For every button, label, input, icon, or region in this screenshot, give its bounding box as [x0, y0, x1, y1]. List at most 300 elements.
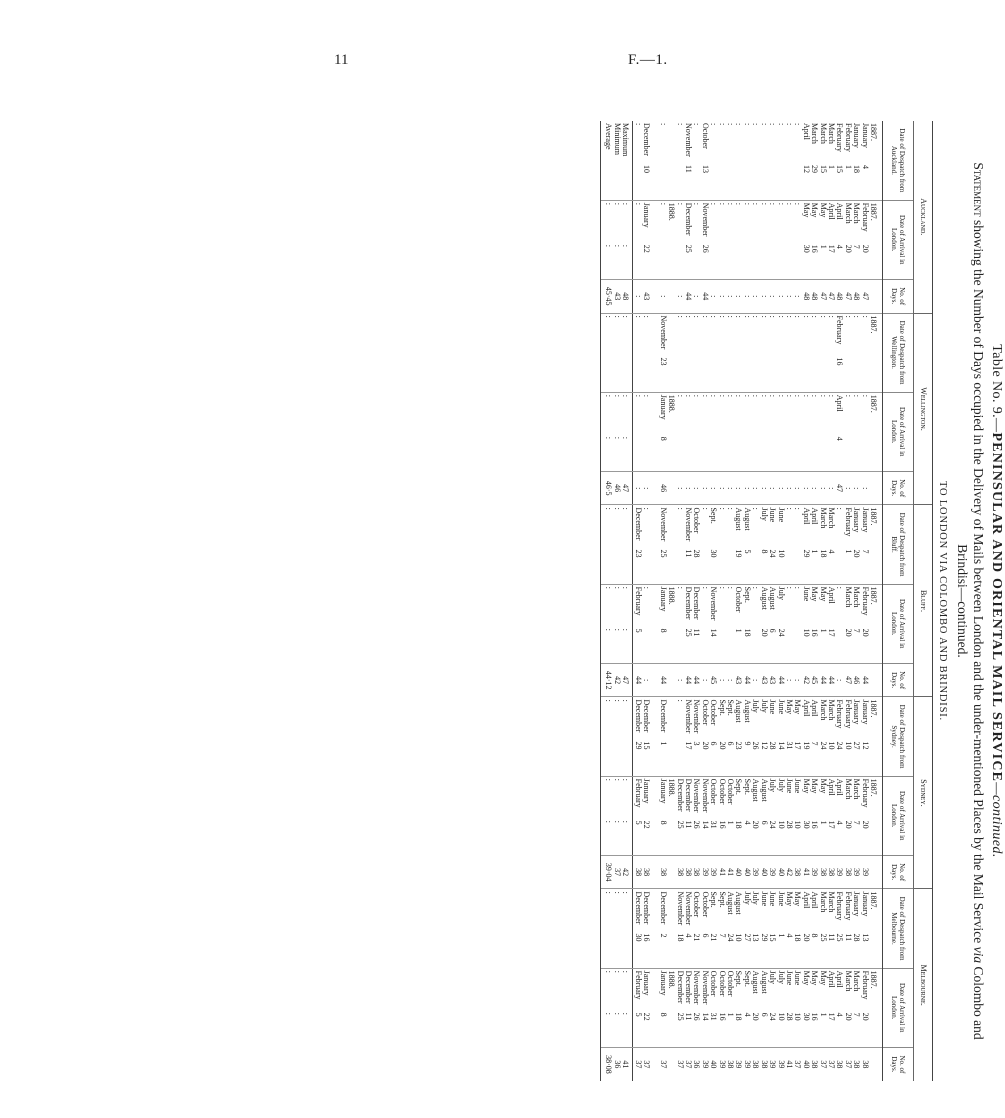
statement-lead: Statement [971, 162, 986, 217]
despatch-date-cell [667, 313, 675, 392]
despatch-date-cell [675, 505, 683, 584]
arrival-date-cell [650, 392, 658, 471]
days-cell: : [785, 279, 793, 313]
days-cell: : [675, 279, 683, 313]
arrival-date-cell [818, 776, 826, 855]
month-text: : [784, 123, 794, 126]
month-text: 1887. [869, 202, 878, 221]
days-cell: : [751, 279, 759, 313]
month-text: : [751, 586, 761, 589]
arrival-date-cell [751, 776, 759, 855]
month-text: March [826, 507, 836, 529]
despatch-date-cell [776, 121, 784, 200]
arrival-date-cell [785, 584, 793, 663]
month-text: : [801, 315, 811, 318]
month-text: August [726, 891, 736, 915]
day-text: 5 [633, 820, 643, 825]
arrival-date-cell [818, 584, 826, 663]
arrival-date-cell [650, 200, 658, 279]
month-text: December [658, 699, 668, 733]
despatch-date-cell [785, 889, 793, 968]
arrival-date-cell [650, 776, 658, 855]
day-text: 12 [860, 741, 870, 750]
month-text: : [768, 315, 778, 318]
despatch-date-cell [810, 889, 818, 968]
arrival-date-cell [650, 968, 658, 1047]
days-cell: 44 [692, 663, 700, 697]
arrival-date-cell [667, 200, 675, 279]
day-text: 8 [658, 820, 668, 825]
arrival-date-cell [869, 776, 883, 855]
month-text: Sept. [726, 699, 736, 716]
month-text: Sept. [709, 891, 719, 908]
arrival-date-cell [726, 584, 734, 663]
day-text: 7 [852, 1012, 862, 1017]
col-header: Date of Arrival in London. [883, 200, 914, 279]
day-text: 10 [843, 741, 853, 750]
month-text: July [751, 699, 761, 713]
days-cell: : [675, 471, 683, 505]
month-text: : [759, 123, 769, 126]
day-text: 17 [826, 628, 836, 637]
day-text: 1 [658, 741, 668, 746]
days-cell: 38 [852, 1047, 860, 1081]
month-text: August [751, 778, 761, 802]
days-cell: : [658, 279, 666, 313]
month-text: February [835, 123, 845, 152]
month-text: August [742, 699, 752, 723]
month-text: March [843, 202, 853, 224]
day-text: 4 [742, 820, 752, 825]
day-text: 20 [860, 820, 870, 829]
table-row [675, 121, 683, 1081]
month-text: January [658, 586, 668, 612]
month-text: March [843, 778, 853, 800]
month-text: April [801, 123, 811, 140]
month-text: December [633, 891, 643, 925]
days-cell: 44 [743, 663, 751, 697]
day-text: 16 [810, 1012, 820, 1021]
arrival-date-cell [776, 968, 784, 1047]
month-text: June [793, 778, 803, 794]
days-cell: 38·08 [601, 1047, 613, 1081]
arrival-date-cell [869, 968, 883, 1047]
days-cell: : [734, 279, 742, 313]
month-text: : [612, 507, 622, 510]
table-row [759, 121, 767, 1081]
month-text: : [784, 586, 794, 589]
month-text: February [843, 507, 853, 537]
month-text: : [734, 123, 744, 126]
arrival-date-cell [726, 776, 734, 855]
month-text: November [684, 123, 694, 157]
despatch-date-cell [860, 889, 868, 968]
month-text: : [612, 202, 622, 205]
month-text: April [826, 586, 836, 604]
day-text: 20 [843, 628, 853, 637]
day-text: 8 [658, 436, 668, 441]
month-text: October [717, 778, 727, 805]
day-text: 28 [768, 741, 778, 750]
month-text: February [860, 778, 870, 808]
day-text: 7 [852, 820, 862, 825]
arrival-date-cell [709, 200, 717, 279]
arrival-date-cell [810, 392, 818, 471]
despatch-date-cell [785, 313, 793, 392]
days-cell: 37 [843, 1047, 851, 1081]
days-cell [650, 855, 658, 889]
day-text: 31 [784, 741, 794, 750]
day-text: 16 [717, 1012, 727, 1021]
despatch-date-cell [827, 313, 835, 392]
days-cell: 37 [827, 1047, 835, 1081]
month-text: : [700, 586, 710, 589]
month-text: January [852, 507, 862, 533]
month-text: January [658, 394, 668, 420]
despatch-date-cell [650, 889, 658, 968]
month-text: January [658, 778, 668, 804]
month-text: : [776, 123, 786, 126]
despatch-date-cell [776, 697, 784, 776]
day-text: : [604, 436, 614, 439]
month-text: : [717, 507, 727, 510]
day-text: 16 [810, 820, 820, 829]
month-text: : [612, 586, 622, 589]
month-text: May [793, 891, 803, 907]
day-text: 10 [642, 165, 652, 173]
day-text: 18 [675, 933, 685, 942]
despatch-date-cell [621, 313, 633, 392]
month-text: October [709, 778, 719, 805]
month-text: : [801, 394, 811, 397]
month-text: January [860, 507, 870, 533]
days-cell: 48 [835, 279, 843, 313]
day-text: : [604, 1012, 614, 1015]
day-text: 10 [793, 820, 803, 829]
despatch-date-cell [734, 505, 742, 584]
arrival-date-cell [843, 968, 851, 1047]
table-row [751, 121, 759, 1081]
day-text: 16 [642, 933, 652, 942]
despatch-date-cell [633, 889, 642, 968]
day-text: 1 [843, 549, 853, 554]
month-text: : [726, 586, 736, 589]
arrival-date-cell [860, 776, 868, 855]
table-number: Table No. 9.— [989, 344, 1004, 433]
month-text: : [675, 699, 685, 702]
despatch-date-cell [801, 313, 809, 392]
arrival-date-cell [601, 200, 613, 279]
month-text: : [604, 586, 614, 589]
month-text: Maximum [621, 123, 631, 157]
arrival-date-cell [827, 776, 835, 855]
table-row [692, 121, 700, 1081]
arrival-date-cell [852, 584, 860, 663]
arrival-date-cell [843, 200, 851, 279]
days-cell: 48 [852, 279, 860, 313]
despatch-date-cell [642, 505, 650, 584]
despatch-date-cell [642, 313, 650, 392]
table-row [667, 121, 675, 1081]
day-text: 11 [684, 549, 694, 558]
despatch-date-cell [726, 313, 734, 392]
month-text: Sept. [742, 778, 752, 795]
days-cell: 42 [801, 663, 809, 697]
month-text: : [759, 394, 769, 397]
month-text: October [700, 123, 710, 149]
days-cell: 39 [768, 1047, 776, 1081]
days-cell: : [692, 471, 700, 505]
day-text: 18 [818, 549, 828, 558]
days-cell: : [759, 471, 767, 505]
month-text: February [633, 778, 643, 808]
arrival-date-cell [835, 968, 843, 1047]
arrival-date-cell [621, 584, 633, 663]
arrival-date-cell [667, 776, 675, 855]
col-header: No. of Days. [883, 471, 914, 505]
day-text: 11 [684, 165, 694, 173]
day-text: 24 [768, 820, 778, 829]
despatch-date-cell [658, 505, 666, 584]
table-row [601, 121, 613, 1081]
days-cell: 44 [684, 279, 692, 313]
days-cell: : [743, 471, 751, 505]
month-text: December [675, 970, 685, 1004]
month-text: : [621, 699, 631, 702]
arrival-date-cell [835, 776, 843, 855]
month-text: December [633, 507, 643, 541]
month-text: December [684, 202, 694, 236]
day-text: 20 [801, 933, 811, 942]
month-text: : [612, 394, 622, 397]
days-cell: 37 [684, 1047, 692, 1081]
day-text: 28 [784, 820, 794, 829]
arrival-date-cell [818, 968, 826, 1047]
month-text: March [852, 970, 862, 992]
day-text: 13 [860, 933, 870, 942]
month-text: : [776, 202, 786, 205]
despatch-date-cell [667, 121, 675, 200]
arrival-date-cell [759, 584, 767, 663]
day-text: 1 [818, 820, 828, 825]
days-cell: 45·45 [601, 279, 613, 313]
table-row [709, 121, 717, 1081]
day-text: 30 [709, 549, 719, 558]
arrival-date-cell [633, 584, 642, 663]
month-text: July [776, 970, 786, 984]
despatch-date-cell [743, 505, 751, 584]
arrival-date-cell [759, 776, 767, 855]
month-text: : [709, 123, 719, 126]
despatch-date-cell [675, 121, 683, 200]
days-cell: 37 [658, 1047, 666, 1081]
arrival-date-cell [852, 200, 860, 279]
day-text: 23 [633, 549, 643, 558]
despatch-date-cell [835, 313, 843, 392]
days-cell: 43 [612, 279, 620, 313]
month-text: February [860, 586, 870, 616]
despatch-date-cell [633, 505, 642, 584]
month-text: August [734, 891, 744, 915]
month-text: January [860, 123, 870, 148]
month-text: April [801, 507, 811, 525]
month-text: : [709, 394, 719, 397]
despatch-date-cell [700, 313, 708, 392]
month-text: : [675, 202, 685, 205]
days-cell: : [726, 663, 734, 697]
month-text: August [734, 699, 744, 723]
arrival-date-cell [785, 776, 793, 855]
month-text: : [604, 202, 614, 205]
arrival-date-cell [621, 392, 633, 471]
despatch-date-cell [601, 505, 613, 584]
despatch-date-cell [793, 313, 801, 392]
day-text: : [612, 628, 622, 631]
arrival-date-cell [717, 968, 725, 1047]
arrival-date-cell [743, 968, 751, 1047]
day-text: 7 [852, 244, 862, 249]
statement-via: via [971, 946, 986, 964]
despatch-date-cell [818, 697, 826, 776]
table-row [743, 121, 751, 1081]
month-text: : [700, 507, 710, 510]
month-text: 1887. [869, 970, 878, 989]
month-text: Sept. [742, 970, 752, 987]
month-text: December [684, 778, 694, 812]
month-text: July [768, 970, 778, 984]
day-text: 8 [658, 628, 668, 633]
despatch-date-cell [621, 505, 633, 584]
month-text: 1888. [667, 970, 677, 989]
month-text: July [776, 778, 786, 792]
day-text: 10 [826, 741, 836, 750]
days-cell: 44 [658, 663, 666, 697]
despatch-date-cell [650, 697, 658, 776]
arrival-date-cell [667, 392, 675, 471]
month-text: : [658, 123, 668, 126]
days-cell: 39 [776, 1047, 784, 1081]
month-text: : [684, 394, 694, 397]
days-cell: 38 [658, 855, 666, 889]
despatch-date-cell [776, 313, 784, 392]
month-text: : [784, 507, 794, 510]
month-text: 1887. [869, 778, 878, 797]
month-text: : [604, 778, 614, 781]
day-text: 28 [784, 1012, 794, 1021]
day-text: 1 [726, 1012, 736, 1017]
arrival-date-cell [642, 584, 650, 663]
month-text: : [826, 315, 836, 318]
table-row [684, 121, 692, 1081]
month-text: : [742, 123, 752, 126]
days-cell: 37 [818, 1047, 826, 1081]
month-text: January [860, 891, 870, 917]
month-text: : [717, 202, 727, 205]
despatch-date-cell [801, 889, 809, 968]
arrival-date-cell [810, 584, 818, 663]
month-text: : [692, 202, 702, 205]
month-text: October [726, 970, 736, 997]
month-text: May [784, 891, 794, 907]
despatch-date-cell [675, 697, 683, 776]
days-cell: : [717, 663, 725, 697]
arrival-date-cell [633, 968, 642, 1047]
days-cell: 48 [810, 279, 818, 313]
despatch-date-cell [743, 313, 751, 392]
days-cell: : [633, 471, 642, 505]
despatch-date-cell [633, 697, 642, 776]
day-text: 6 [759, 1012, 769, 1017]
day-text: 31 [709, 820, 719, 829]
month-text: : [621, 315, 631, 318]
month-text: : [784, 315, 794, 318]
arrival-date-cell [743, 584, 751, 663]
arrival-date-cell [835, 584, 843, 663]
day-text: 18 [734, 1012, 744, 1021]
month-text: November [692, 970, 702, 1005]
arrival-date-cell [642, 968, 650, 1047]
arrival-date-cell [601, 584, 613, 663]
month-text: February [835, 699, 845, 729]
month-text: January [642, 970, 652, 996]
day-text: 28 [692, 549, 702, 558]
month-text: February [835, 891, 845, 921]
days-cell: 39 [700, 855, 708, 889]
month-text: : [612, 315, 622, 318]
despatch-date-cell [818, 121, 826, 200]
month-text: : [734, 202, 744, 205]
despatch-date-cell [717, 697, 725, 776]
month-text: July [768, 778, 778, 792]
days-cell: 41 [621, 1047, 633, 1081]
despatch-date-cell [869, 697, 883, 776]
arrival-date-cell [633, 392, 642, 471]
days-cell: : [785, 663, 793, 697]
month-text: November [684, 699, 694, 734]
arrival-date-cell [734, 776, 742, 855]
month-text: : [751, 123, 761, 126]
day-text: 1 [818, 1012, 828, 1017]
arrival-date-cell [734, 584, 742, 663]
col-header: No. of Days. [883, 279, 914, 313]
despatch-date-cell [835, 889, 843, 968]
month-text: : [818, 394, 828, 397]
day-text: 11 [826, 933, 836, 942]
arrival-date-cell [869, 584, 883, 663]
day-text: : [604, 628, 614, 631]
day-text: 8 [810, 933, 820, 938]
month-text: 1887. [869, 699, 878, 718]
arrival-date-cell [785, 968, 793, 1047]
month-text: : [852, 394, 862, 397]
day-text: 24 [768, 549, 778, 558]
days-cell [650, 663, 658, 697]
month-text: : [604, 699, 614, 702]
month-text: November [700, 778, 710, 813]
days-cell: : [726, 279, 734, 313]
day-text: 10 [801, 628, 811, 637]
despatch-date-cell [827, 121, 835, 200]
month-text: : [826, 394, 836, 397]
days-cell: 47 [835, 471, 843, 505]
days-cell [667, 1047, 675, 1081]
month-text: : [768, 394, 778, 397]
days-cell: 42 [612, 663, 620, 697]
days-cell [667, 279, 675, 313]
month-text: March [810, 123, 820, 144]
month-text: December [642, 891, 652, 925]
days-cell: 40 [759, 855, 767, 889]
